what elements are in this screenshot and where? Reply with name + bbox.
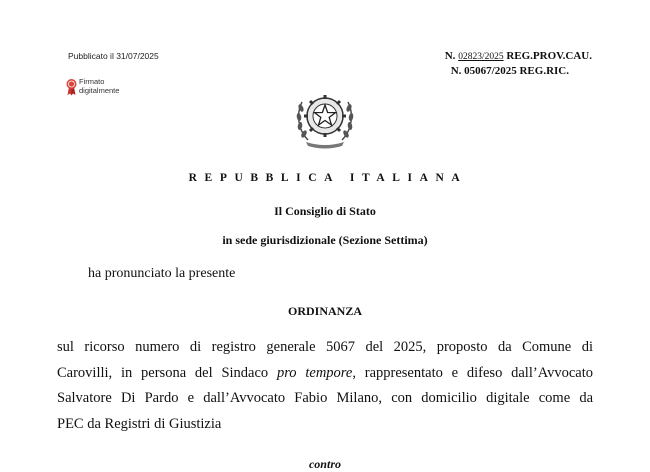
registry-numbers xyxy=(445,49,592,78)
republic-heading: REPUBBLICA ITALIANA xyxy=(188,172,468,184)
body-line-2 xyxy=(57,361,593,387)
body-line-2-end: , rappresentato e difeso dall’Avvocato xyxy=(352,364,593,381)
body-line-3: Salvatore Di Pardo e dall’Avvocato Fabio Milano, con domicilio digitale come da xyxy=(57,390,593,406)
contro-heading: contro xyxy=(308,457,341,471)
signed-line2: digitalmente xyxy=(79,86,120,95)
court-section: in sede giurisdizionale (Sezione Settima) xyxy=(222,233,428,247)
document-type-heading: ORDINANZA xyxy=(287,304,362,318)
body-line-2-emphasis: pro tempore xyxy=(276,364,353,381)
reg-prov-cau-line xyxy=(445,49,592,64)
reg-label: REG.PROV.CAU. xyxy=(506,50,592,62)
seal-ribbon-icon xyxy=(66,78,77,96)
italian-republic-emblem-icon xyxy=(294,84,356,155)
reg-ric-line: N. 05067/2025 REG.RIC. xyxy=(450,65,569,77)
council-name: Il Consiglio di Stato xyxy=(274,204,376,218)
signed-line1: Firmato xyxy=(79,77,105,86)
intro-text: ha pronunciato la presente xyxy=(88,266,236,281)
reg-year: /2025 xyxy=(481,52,504,62)
body-line-4: PEC da Registri di Giustizia xyxy=(57,415,222,432)
body-line-2-start: Carovilli, in persona del Sindaco xyxy=(57,364,277,381)
reg-number: 02823 xyxy=(458,52,482,62)
body-line-1: sul ricorso numero di registro generale 5067 del 2025, proposto da Comune di xyxy=(57,339,593,355)
body-paragraph xyxy=(57,335,593,437)
reg-prefix: N. xyxy=(444,50,456,62)
publication-date: Pubblicato il 31/07/2025 xyxy=(68,51,159,61)
signed-digitally-badge xyxy=(66,77,119,96)
